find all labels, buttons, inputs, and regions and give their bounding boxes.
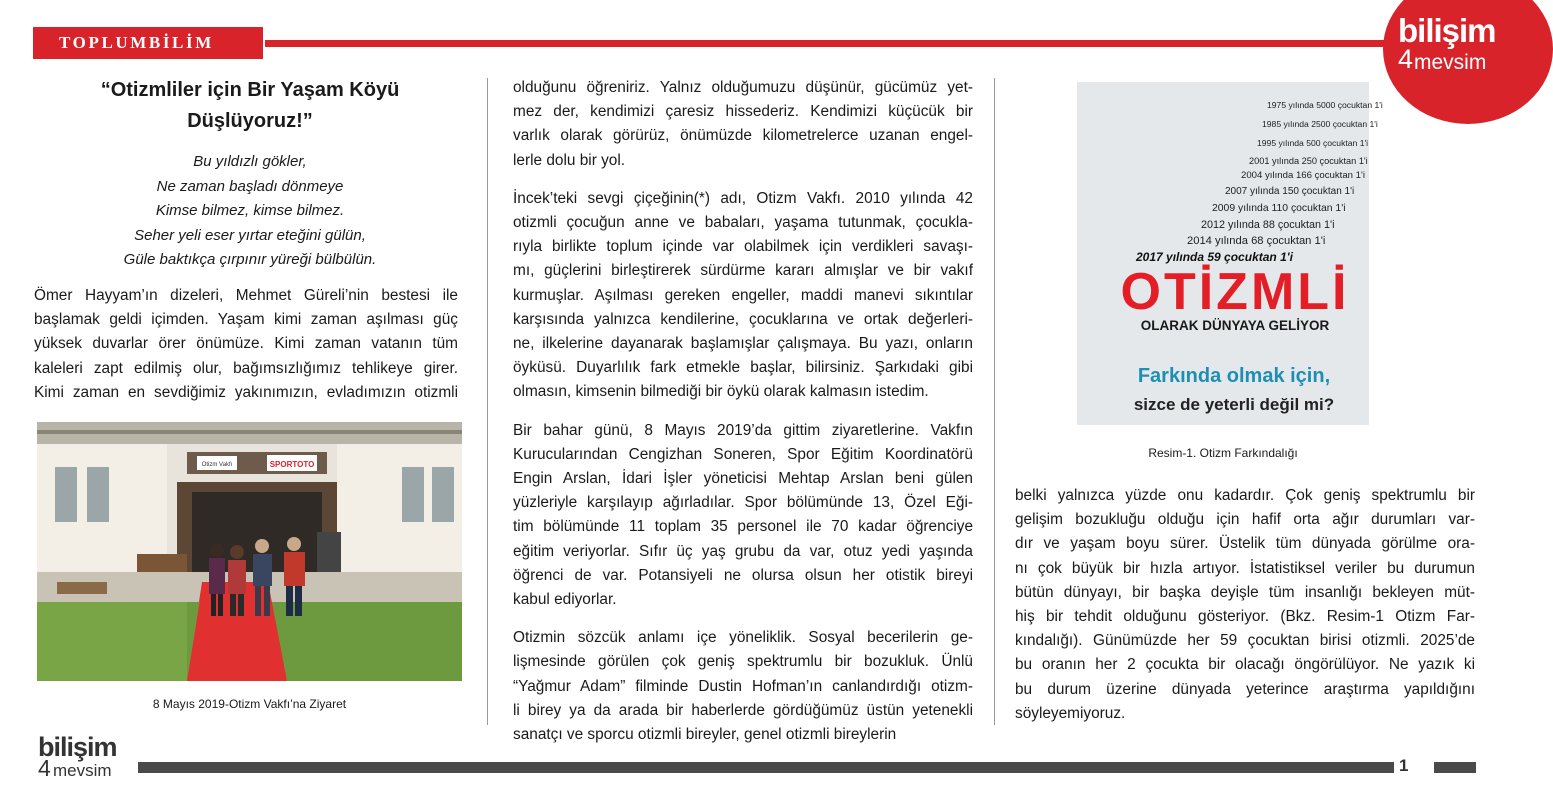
poem-line: Ne zaman başladı dönmeye (156, 177, 344, 195)
text-line: ne, ilkelerine dayanarak başlamışlar çalışmaya. Bu yazı, onların (513, 335, 973, 353)
poster-awareness-line: Farkında olmak için, (1137, 365, 1331, 387)
text-line: Ömer Hayyam’ın dizeleri, Mehmet Güreli’nin bestesi ile (34, 287, 458, 304)
text-line: bu oranın her 2 çocukta bir olacağı öngörülüyor. Ne yazık ki (1015, 656, 1475, 674)
footer-rule (138, 762, 1394, 773)
awareness-poster (1077, 82, 1383, 425)
text-line: tim bölümünde 11 toplam 35 personel ile 70 kadar öğrenciye (513, 518, 973, 536)
poster-question-line: sizce de yeterli değil mi? (1133, 395, 1335, 414)
text-line: karşısında yalnızca kendilerine, çocuklarına ve ortak değerleri- (513, 310, 973, 328)
poster-stat: 2001 yılında 250 çocuktan 1'i (1249, 156, 1368, 166)
text-line: otizmli çocuğun anne ve babaları, yaşama tutunmak, çocukla- (513, 214, 973, 232)
text-line: gelişim bozukluğu olduğu için hafif orta ağır durumları var- (1015, 511, 1475, 529)
poem-line: Kimse bilmez, kimse bilmez. (155, 202, 345, 220)
text-line: “Yağmur Adam” filminde Dustin Hofman’ın canlandırdığı otizm- (513, 677, 973, 695)
text-line: yüzleriyle karşılayıp ağırladılar. Spor bölümünde 13, Özel Eği- (513, 494, 973, 512)
column-divider (994, 78, 995, 725)
poster-stat: 2014 yılında 68 çocuktan 1'i (1187, 235, 1326, 247)
poster-subheadline: OLARAK DÜNYAYA GELİYOR (1140, 318, 1330, 333)
paragraph (1015, 484, 1475, 726)
paragraph (513, 187, 973, 405)
header-rule (265, 40, 1445, 47)
column-2-text (513, 76, 973, 761)
poster-stat: 1985 yılında 2500 çocuktan 1'i (1262, 119, 1378, 129)
text-line: eğitim veriyorlar. Sıfır üç yaş grubu da var, otuz yedi yaşında (513, 542, 973, 560)
brand-logo-number: 4 (1398, 44, 1414, 74)
text-line: bu durum üzerine dünyada yeterince araştırma yapıldığını (1015, 680, 1475, 698)
text-line: Kurucularından Cengizhan Soneren, Spor Eğitim Koordinatörü (513, 445, 973, 463)
text-line: kurmuşlar. Aşılması gereken engeller, maddi manevi sıkıntılar (513, 286, 973, 304)
text-line: öğrenci de var. Potansiyeli ne olursa olsun her otistik bireyi (513, 566, 973, 584)
text-line: dır ve yaşam boyu sürer. Üstelik tüm dünyada görülme ora- (1015, 535, 1475, 553)
column-divider (487, 78, 488, 725)
text-line: kaleleri zapt edilmiş olur, bağımsızlığımız tehlikeye girer. (34, 359, 458, 377)
text-line: rıyla birlikte toplum içinde var olabilmek için verdikleri savaşı- (513, 238, 973, 256)
text-line: lişmesinde görülen çok geniş spektrumlu bir bozukluk. Ünlü (513, 653, 973, 671)
text-line: kındalığı). Günümüzde her 59 çocuktan birisi otizmli. 2025’de (1015, 632, 1475, 650)
poster-stat: 1995 yılında 500 çocuktan 1'i (1257, 138, 1369, 148)
poem-line: Güle baktıkça çırpınır yüreği bülbülün. (123, 251, 377, 269)
text-line: mı, güçlerini birleştirerek sürdürme kararı almışlar ve bir vakıf (513, 262, 973, 280)
text-line: söyleyemiyoruz. (1015, 704, 1126, 722)
text-line: mez der, kendimizi çaresiz hissederiz. Kendimizi küçücük bir (513, 103, 973, 121)
text-line: lerle dolu bir yol. (513, 151, 626, 169)
text-line: Otizmin sözcük anlamı içe yöneliklik. Sosyal becerilerin ge- (513, 629, 973, 647)
text-line: Bir bahar günü, 8 Mayıs 2019’da gittim ziyaretlerine. Vakfın (513, 421, 973, 439)
brand-logo-word: bilişim (1398, 12, 1496, 49)
text-line: Kimi zaman en sevdiğimiz yakınımızın, evladımızın otizmli (34, 383, 458, 401)
text-line: kabul ediyorlar. (513, 591, 617, 609)
poem-verse (40, 150, 460, 273)
poster-stat-highlight: 2017 yılında 59 çocuktan 1'i (1136, 250, 1293, 264)
text-line: sanatçı ve sporcu otizmli bireyler, genel otizmli bireylerin (513, 726, 897, 744)
poster-stat: 1975 yılında 5000 çocuktan 1'i (1267, 100, 1383, 110)
footer-logo-number: 4 (38, 755, 51, 781)
poster-headline: OTİZMLİ (1120, 263, 1350, 321)
text-line: İncek’teki sevgi çiçeğinin(*) adı, Otizm Vakfı. 2010 yılında 42 (513, 189, 973, 207)
poster-stat: 2004 yılında 166 çocuktan 1'i (1241, 170, 1365, 181)
column-3-text (1015, 484, 1475, 740)
brand-logo-subword: mevsim (1414, 51, 1487, 74)
page-number: 1 (1399, 756, 1409, 775)
footer-logo-word: bilişim (38, 732, 117, 762)
text-line: öyküsü. Duyarlılık fark etmekle başlar, bilirsiniz. Şarkıdaki gibi (513, 359, 973, 377)
paragraph (34, 284, 458, 405)
sign-text: Otizm Vakfı (201, 462, 233, 468)
sign-text: SPORTOTO (269, 460, 315, 469)
paragraph (513, 419, 973, 613)
text-line: başlamak geldi içimden. Yaşam kimi zaman aşılması güç (34, 311, 458, 329)
poster-stat: 2007 yılında 150 çocuktan 1'i (1225, 186, 1355, 197)
footer-rule-end (1434, 762, 1476, 773)
text-line: Engin Arslan, İdari İşler yöneticisi Mehtap Arslan beni gülen (513, 470, 973, 488)
poem-line: Seher yeli eser yırtar eteğini gülün, (134, 226, 366, 244)
title-line: “Otizmliler için Bir Yaşam Köyü (100, 79, 400, 101)
footer-logo-subword: mevsim (53, 761, 112, 780)
text-line: li birey ya da arada bir haberlerde gördüğümüz üstün yetenekli (513, 701, 973, 719)
paragraph (513, 626, 973, 747)
visit-photo (37, 422, 462, 681)
text-line: olmasın, kimsenin bilmediği bir öykü olarak kalmasın istedim. (513, 383, 929, 401)
text-line: belki yalnızca yüzde onu kadardır. Çok geniş spektrumlu bir (1015, 487, 1475, 504)
text-line: hiş bir tehdit olduğunu gösteriyor. (Bkz. Resim-1 Otizm Far- (1015, 608, 1475, 626)
poem-line: Bu yıldızlı gökler, (193, 153, 307, 170)
text-line: yüksek duvarlar örer önümüze. Kimi zaman vatanın tüm (34, 335, 458, 353)
title-line: Düşlüyoruz!” (187, 110, 313, 132)
section-label: TOPLUMBİLİM (33, 27, 263, 59)
photo-caption: 8 Mayıs 2019-Otizm Vakfı’na Ziyaret (152, 697, 347, 711)
article-title (40, 75, 460, 137)
text-line: olduğunu öğreniriz. Yalnız olduğumuzu düşünür, gücümüz yet- (513, 79, 973, 96)
poster-caption: Resim-1. Otizm Farkındalığı (1148, 446, 1298, 460)
text-line: nı çok büyük bir hızla artıyor. İstatistiksel veriler bu durumun (1015, 559, 1475, 577)
poster-stat: 2012 yılında 88 çocuktan 1'i (1201, 219, 1335, 231)
paragraph (513, 76, 973, 173)
text-line: bütün dünyayı, bir başka deyişle tüm insanlığı bekleyen müt- (1015, 583, 1475, 601)
text-line: varlık olarak görürüz, önümüzde kilometrelerce uzanan engel- (513, 127, 973, 145)
column-1-text (34, 284, 458, 419)
poster-stat: 2009 yılında 110 çocuktan 1'i (1212, 203, 1346, 214)
